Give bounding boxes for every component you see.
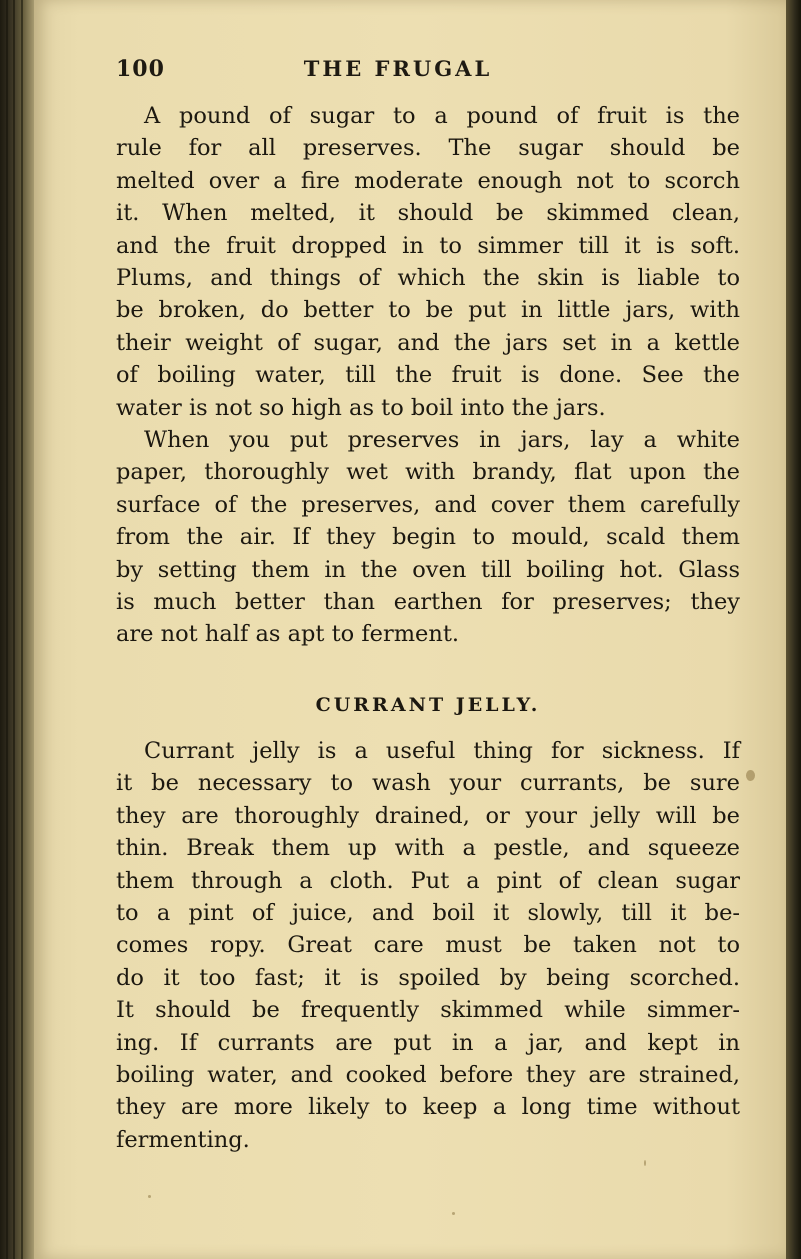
text-line: A pound of sugar to a pound of fruit is the xyxy=(144,103,740,129)
book-binding-edge xyxy=(0,0,34,1259)
text-line: them through a cloth. Put a pint of clean sugar xyxy=(116,867,740,894)
text-line: paper, thoroughly wet with brandy, flat upon the xyxy=(116,459,740,486)
text-line: Currant jelly is a useful thing for sickness. If xyxy=(144,738,740,764)
text-line: When you put preserves in jars, lay a white xyxy=(144,427,740,453)
section-heading-currant-jelly: CURRANT JELLY. xyxy=(315,694,541,716)
text-line: of boiling water, till the fruit is done. See the xyxy=(116,362,740,389)
page-right-edge xyxy=(786,0,801,1259)
paragraph-preserves-rule xyxy=(116,100,740,424)
page-header xyxy=(78,56,718,92)
text-line: water is not so high as to boil into the jars. xyxy=(116,394,606,421)
text-line: thin. Break them up with a pestle, and squeeze xyxy=(116,835,740,862)
text-line: ing. If currants are put in a jar, and kept in xyxy=(116,1029,740,1056)
text-line: melted over a fire moderate enough not to scorch xyxy=(116,167,740,194)
foxing-spot xyxy=(452,1212,455,1215)
text-line: by setting them in the oven till boiling hot. Glass xyxy=(116,556,740,583)
text-line: they are more likely to keep a long time without xyxy=(116,1094,740,1121)
text-line: comes ropy. Great care must be taken not to xyxy=(116,932,740,959)
foxing-spot xyxy=(148,1195,151,1198)
binding-stripe xyxy=(13,0,15,1259)
text-line: do it too fast; it is spoiled by being scorched. xyxy=(116,964,740,991)
text-line: It should be frequently skimmed while simmer- xyxy=(116,997,740,1024)
text-line: are not half as apt to ferment. xyxy=(116,621,460,648)
page-number: 100 xyxy=(116,56,165,82)
paragraph-preserves-jars xyxy=(116,424,740,651)
text-line: it be necessary to wash your currants, be sure xyxy=(116,770,740,797)
text-line: rule for all preserves. The sugar should be xyxy=(116,135,740,162)
text-line: they are thoroughly drained, or your jelly will be xyxy=(116,802,740,829)
running-head: THE FRUGAL xyxy=(303,56,493,81)
text-line: fermenting. xyxy=(116,1126,250,1153)
foxing-spot xyxy=(644,1160,646,1166)
text-line: their weight of sugar, and the jars set in a kettle xyxy=(116,329,740,356)
text-line: from the air. If they begin to mould, scald them xyxy=(116,524,740,551)
foxing-spot xyxy=(746,770,755,781)
text-line: is much better than earthen for preserves; they xyxy=(116,588,740,615)
text-line: boiling water, and cooked before they are strained, xyxy=(116,1061,740,1088)
text-line: Plums, and things of which the skin is liable to xyxy=(116,264,740,291)
binding-stripe xyxy=(21,0,23,1259)
text-line: be broken, do better to be put in little jars, with xyxy=(116,297,740,324)
text-line: and the fruit dropped in to simmer till it is soft. xyxy=(116,232,740,259)
binding-stripe xyxy=(6,0,8,1259)
text-line: to a pint of juice, and boil it slowly, till it be- xyxy=(116,899,740,926)
text-line: it. When melted, it should be skimmed clean, xyxy=(116,200,740,227)
paragraph-currant-jelly xyxy=(116,735,740,1156)
text-line: surface of the preserves, and cover them carefully xyxy=(116,491,740,518)
